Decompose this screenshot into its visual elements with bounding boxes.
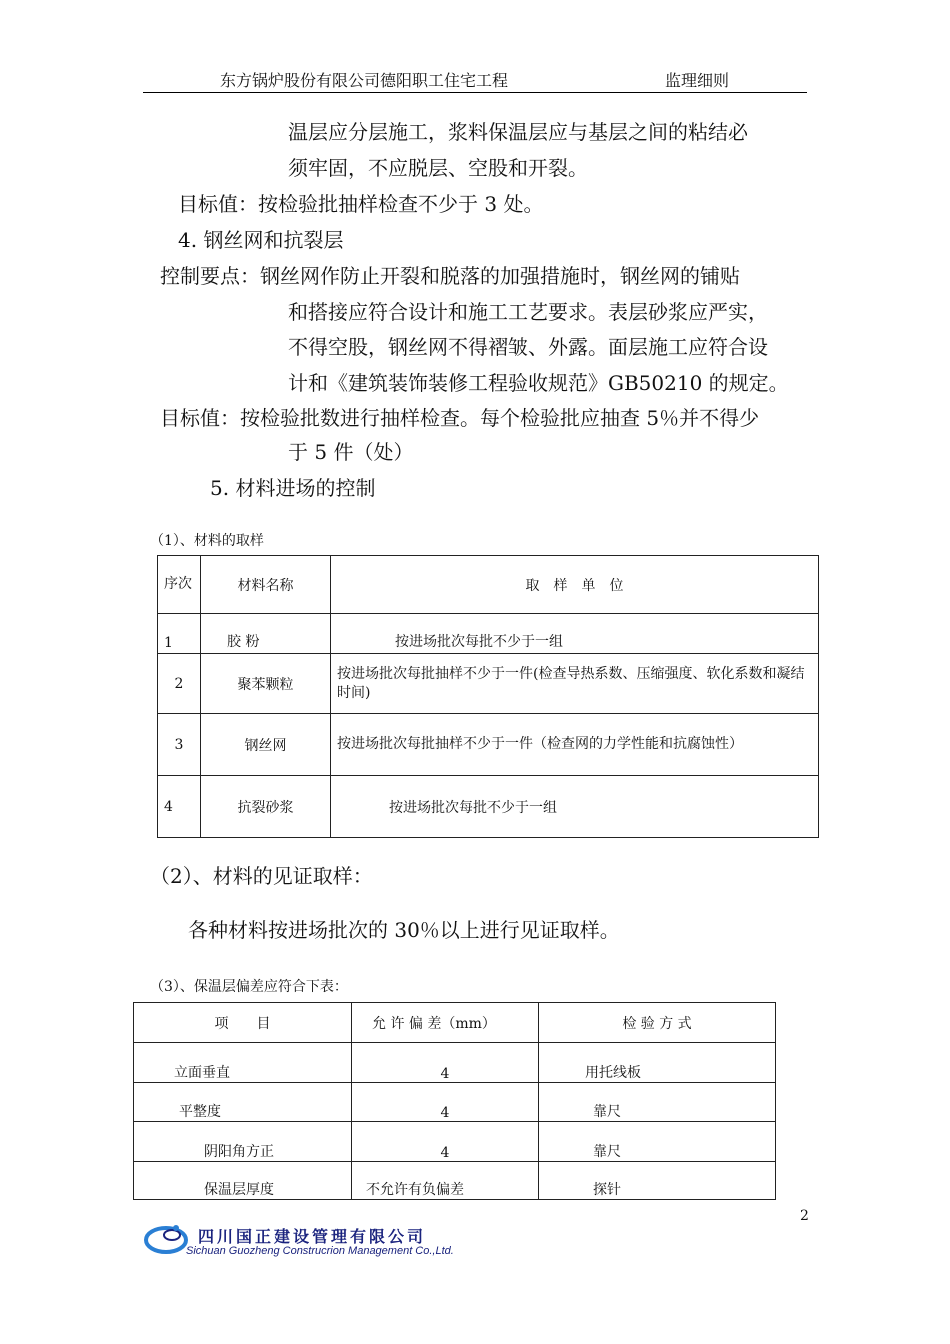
control-points: 控制要点：钢丝网作防止开裂和脱落的加强措施时，钢丝网的铺贴 (160, 264, 740, 288)
cell-tolerance: 不允许有负偏差 (352, 1162, 539, 1200)
cell-item: 立面垂直 (134, 1043, 352, 1083)
table-row (134, 1122, 776, 1162)
section-4-heading: 4. 钢丝网和抗裂层 (178, 228, 344, 252)
target-value-1: 目标值：按检验批抽样检查不少于 3 处。 (178, 192, 544, 216)
header-sampling-unit: 取 样 单 位 (331, 556, 819, 614)
table-row (158, 614, 819, 654)
cell-name: 胶 粉 (201, 614, 331, 654)
cell-seq: 1 (158, 614, 201, 654)
target-value-2: 目标值：按检验批数进行抽样检查。每个检验批应抽查 5％并不得少 (160, 406, 760, 430)
cell-tolerance: 4 (352, 1083, 539, 1122)
witness-sampling-text: 各种材料按进场批次的 30％以上进行见证取样。 (188, 918, 620, 942)
table1-caption: （1）、材料的取样 (150, 533, 264, 549)
paragraph-line: 温层应分层施工，浆料保温层应与基层之间的粘结必 (288, 120, 748, 144)
table-row (134, 1043, 776, 1083)
cell-unit: 按进场批次每批抽样不少于一件（检查网的力学性能和抗腐蚀性） (331, 714, 819, 776)
header-material-name: 材料名称 (201, 556, 331, 614)
header-project-title: 东方锅炉股份有限公司德阳职工住宅工程 (220, 71, 509, 90)
cell-method: 用托线板 (539, 1043, 776, 1083)
cell-tolerance: 4 (352, 1122, 539, 1162)
cell-method: 靠尺 (539, 1083, 776, 1122)
header-item: 项 目 (134, 1003, 352, 1043)
material-sampling-table (157, 555, 819, 838)
cell-method: 探针 (539, 1162, 776, 1200)
company-name-en: Sichuan Guozheng Construcrion Management Co.,Ltd. (186, 1245, 454, 1257)
cell-item: 保温层厚度 (134, 1162, 352, 1200)
cell-unit: 按进场批次每批不少于一组 (331, 776, 819, 838)
paragraph-line: 于 5 件（处） (288, 440, 414, 464)
cell-name: 抗裂砂浆 (201, 776, 331, 838)
header-seq: 序次 (158, 556, 201, 614)
cell-name: 钢丝网 (201, 714, 331, 776)
section-5-heading: 5. 材料进场的控制 (210, 476, 376, 500)
table-row (158, 776, 819, 838)
page-number: 2 (800, 1208, 809, 1224)
table-header-row (134, 1003, 776, 1043)
table-row (158, 714, 819, 776)
header-doc-type: 监理细则 (665, 71, 730, 90)
header-divider (143, 92, 807, 93)
cell-name: 聚苯颗粒 (201, 654, 331, 714)
company-name-cn: 四川国正建设管理有限公司 (198, 1227, 427, 1246)
table2-caption: （3）、保温层偏差应符合下表： (150, 979, 348, 995)
witness-sampling-title: （2）、材料的见证取样： (150, 864, 373, 888)
header-method: 检 验 方 式 (539, 1003, 776, 1043)
cell-seq: 2 (158, 654, 201, 714)
table-row (134, 1083, 776, 1122)
paragraph-line: 不得空股，钢丝网不得褶皱、外露。面层施工应符合设 (288, 335, 768, 359)
cell-item: 平整度 (134, 1083, 352, 1122)
paragraph-line: 须牢固，不应脱层、空股和开裂。 (288, 156, 588, 180)
cell-item: 阴阳角方正 (134, 1122, 352, 1162)
paragraph-line: 和搭接应符合设计和施工工艺要求。表层砂浆应严实， (288, 300, 768, 324)
cell-unit: 按进场批次每批抽样不少于一件(检查导热系数、压缩强度、软化系数和凝结时间) (331, 654, 819, 714)
company-logo-icon (142, 1218, 192, 1258)
cell-tolerance: 4 (352, 1043, 539, 1083)
insulation-tolerance-table (133, 1002, 776, 1200)
table-row (158, 654, 819, 714)
cell-seq: 4 (158, 776, 201, 838)
cell-seq: 3 (158, 714, 201, 776)
cell-unit: 按进场批次每批不少于一组 (331, 614, 819, 654)
header-tolerance: 允 许 偏 差（mm） (352, 1003, 539, 1043)
cell-method: 靠尺 (539, 1122, 776, 1162)
table-row (134, 1162, 776, 1200)
table-header-row (158, 556, 819, 614)
paragraph-line: 计和《建筑装饰装修工程验收规范》GB50210 的规定。 (288, 371, 789, 395)
